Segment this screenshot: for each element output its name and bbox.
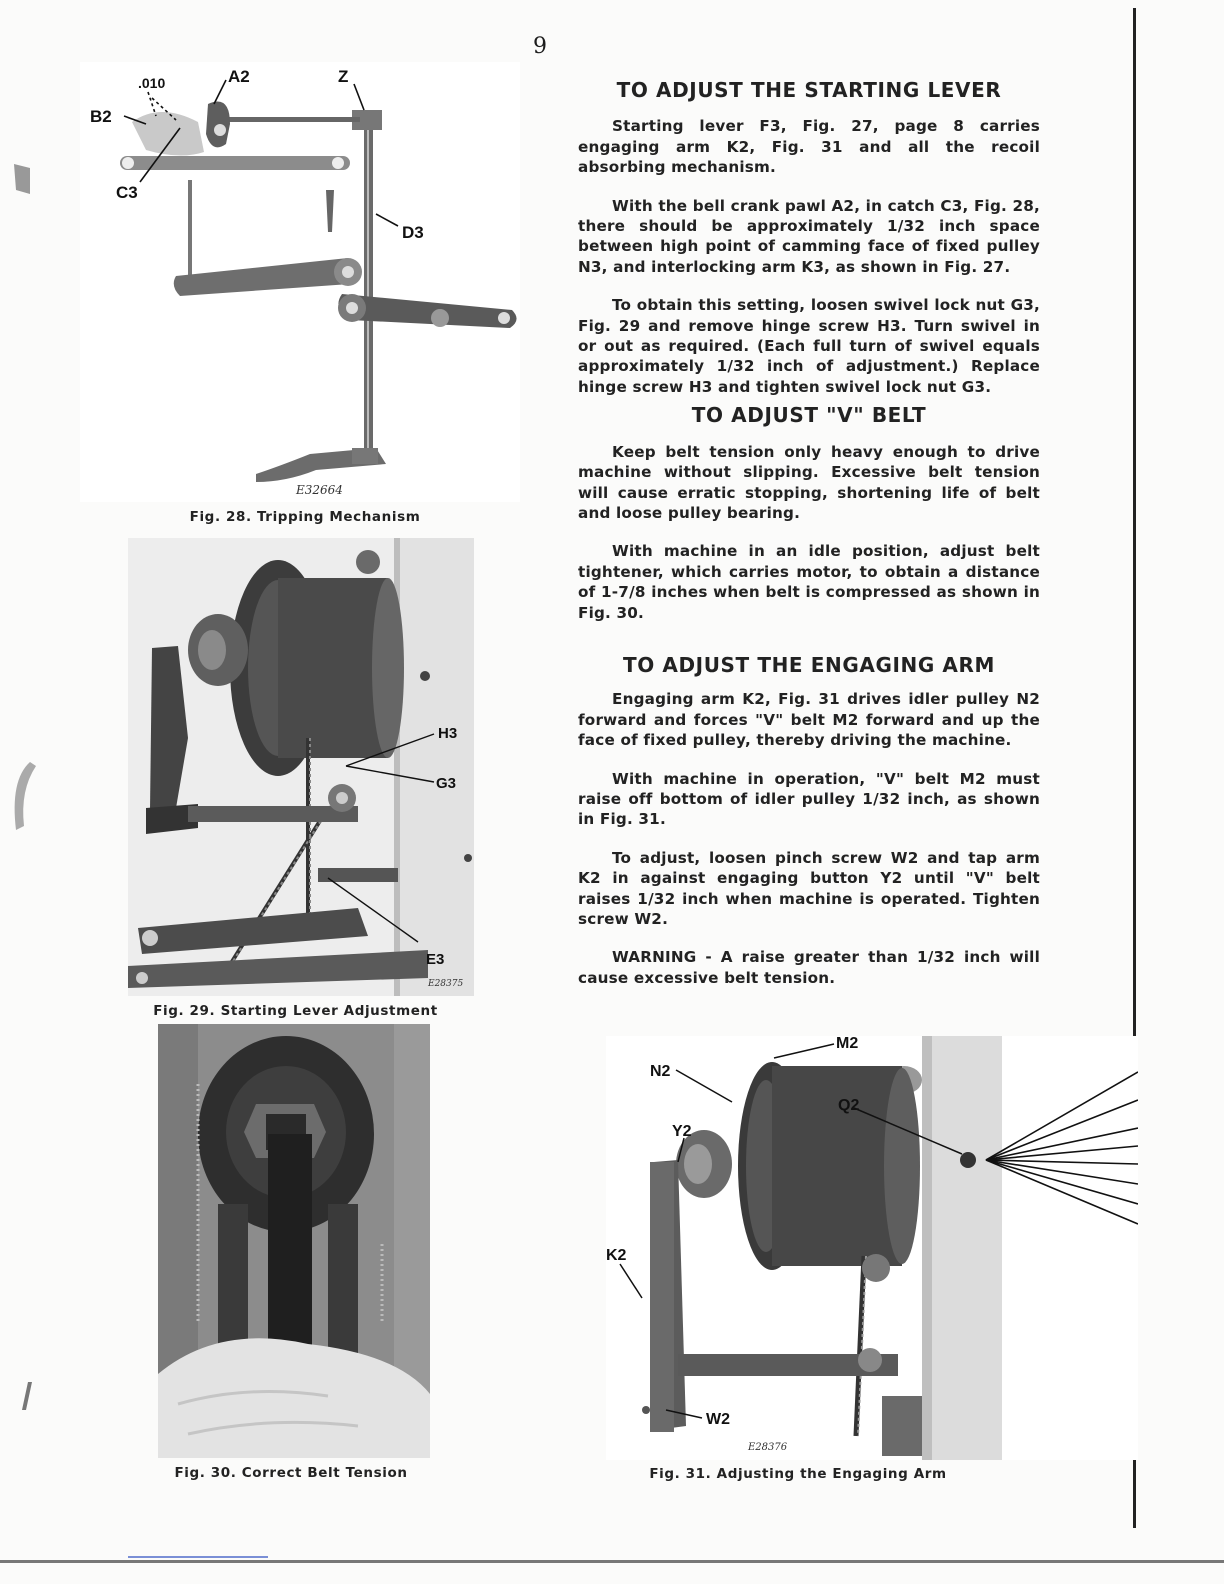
fig30-belt-tension-photo	[158, 1024, 430, 1458]
fig31-label-w2: W2	[706, 1411, 730, 1428]
heading-engaging-arm: TO ADJUST THE ENGAGING ARM	[622, 652, 996, 677]
fig28-photo-id: E32664	[296, 483, 343, 497]
fig31-label-y2: Y2	[672, 1123, 692, 1140]
fig29-label-h3: H3	[438, 725, 458, 742]
fig29-caption: Fig. 29. Starting Lever Adjustment	[153, 1003, 438, 1019]
heading-v-belt: TO ADJUST "V" BELT	[691, 403, 927, 428]
fig29-starting-lever-photo	[128, 538, 474, 996]
fig29-photo-id: E28375	[428, 979, 464, 989]
starting-lever-para-2: With the bell crank pawl A2, in catch C3, Fig. 28, there should be approximately 1/32 inch space between high point of camming face of fixed pulley N3, and interlocking arm K3, as shown in Fig. 27.	[578, 196, 1040, 276]
fig31-label-q2: Q2	[838, 1097, 860, 1114]
fig31-photo-id: E28376	[748, 1442, 788, 1453]
right-text-column	[578, 80, 1040, 1006]
fig31-label-n2: N2	[650, 1063, 671, 1080]
v-belt-para-2: With machine in an idle position, adjust belt tightener, which carries motor, to obtain a distance of 1-7/8 inches when belt is compressed as shown in Fig. 30.	[578, 542, 1040, 622]
fig28-label-z: Z	[338, 67, 349, 86]
fig31-label-m2: M2	[836, 1036, 859, 1052]
starting-lever-para-3: To obtain this setting, loosen swivel lock nut G3, Fig. 29 and remove hinge screw H3. Turn swivel in or out as required. (Each full turn of swivel equals approximately 1/32 inch of adjustment.) Replace hinge screw H3 and tighten swivel lock nut G3.	[578, 296, 1040, 396]
margin-marks	[0, 150, 40, 1410]
fig30-caption: Fig. 30. Correct Belt Tension	[174, 1465, 408, 1481]
fig28-label-c3: C3	[116, 183, 138, 202]
page-bottom-rule	[0, 1560, 1224, 1563]
fig28-tripping-mechanism-drawing	[80, 62, 520, 502]
engaging-arm-warning: WARNING - A raise greater than 1/32 inch will cause excessive belt tension.	[578, 948, 1040, 987]
engaging-arm-para-3: To adjust, loosen pinch screw W2 and tap arm K2 in against engaging button Y2 until "V" belt raises 1/32 inch when machine is operated. Tighten screw W2.	[578, 848, 1040, 928]
fig31-engaging-arm-photo	[606, 1036, 1138, 1460]
page-number: 9	[533, 34, 547, 59]
fig28-label-gap: .010	[138, 75, 166, 91]
engaging-arm-para-1: Engaging arm K2, Fig. 31 drives idler pulley N2 forward and forces "V" belt M2 forward and up the face of fixed pulley, thereby driving the machine.	[578, 690, 1040, 750]
heading-starting-lever: TO ADJUST THE STARTING LEVER	[616, 78, 1002, 102]
fig31-label-k2: K2	[606, 1247, 627, 1264]
bottom-link-underline	[128, 1556, 268, 1558]
fig28-label-b2: B2	[90, 107, 112, 126]
v-belt-para-1: Keep belt tension only heavy enough to drive machine without slipping. Excessive belt tension will cause erratic stopping, shortening life of belt and loose pulley bearing.	[578, 442, 1040, 522]
fig28-caption: Fig. 28. Tripping Mechanism	[189, 509, 421, 525]
engaging-arm-para-2: With machine in operation, "V" belt M2 must raise off bottom of idler pulley 1/32 inch, as shown in Fig. 31.	[578, 769, 1040, 829]
fig29-label-g3: G3	[436, 775, 457, 792]
fig29-label-e3: E3	[426, 951, 445, 968]
fig28-label-a2: A2	[228, 67, 250, 86]
fig31-caption: Fig. 31. Adjusting the Engaging Arm	[649, 1466, 947, 1482]
starting-lever-para-1: Starting lever F3, Fig. 27, page 8 carries engaging arm K2, Fig. 31 and all the recoil absorbing mechanism.	[578, 117, 1040, 177]
fig28-label-d3: D3	[402, 223, 424, 242]
